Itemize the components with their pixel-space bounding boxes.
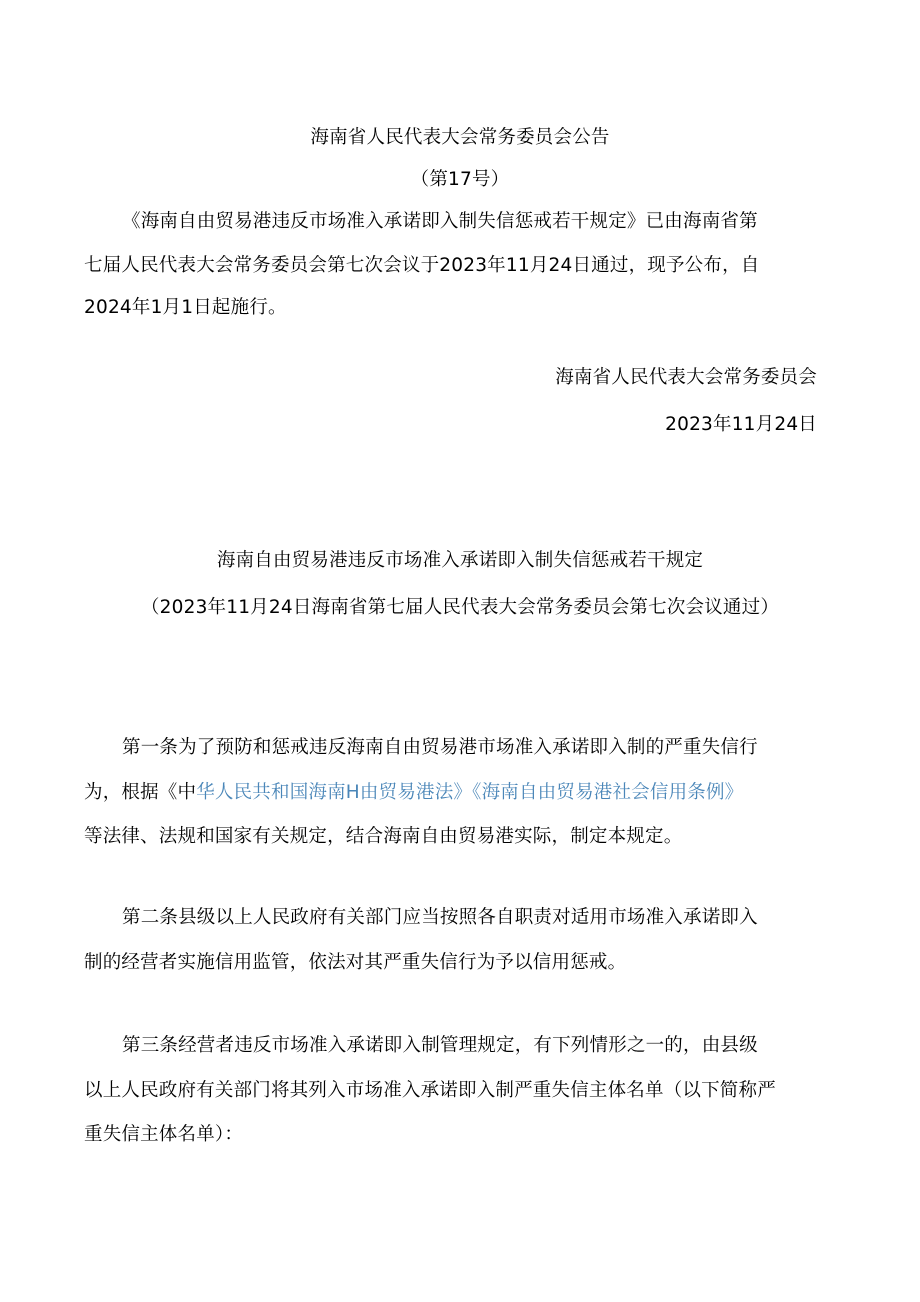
article-3-line: 第三条经营者违反市场准入承诺即入制管理规定，有下列情形之一的，由县级 (122, 1035, 758, 1056)
announcement-issuer: 海南省人民代表大会常务委员会 (555, 367, 817, 388)
article-2-line: 制的经营者实施信用监管，依法对其严重失信行为予以信用惩戒。 (84, 952, 627, 973)
law-link[interactable]: 华人民共和国海南H由贸易港法》 (196, 782, 473, 803)
article-3-line: 重失信主体名单）： (84, 1124, 244, 1145)
regulation-subtitle: （2023年11月24日海南省第七届人民代表大会常务委员会第七次会议通过） (140, 597, 780, 618)
regulation-link[interactable]: 《海南自由贸易港社会信用条例》 (472, 782, 744, 803)
article-2-line: 第二条县级以上人民政府有关部门应当按照各自职责对适用市场准入承诺即入 (122, 907, 758, 928)
regulation-title: 海南自由贸易港违反市场准入承诺即入制失信惩戒若干规定 (216, 550, 704, 571)
announcement-body-line: 七届人民代表大会常务委员会第七次会议于2023年11月24日通过，现予公布，自 (84, 255, 760, 276)
article-1-text: 为，根据《中 (84, 782, 197, 803)
announcement-number: （第17号） (410, 169, 510, 190)
article-1-line (84, 781, 743, 805)
article-1-line: 等法律、法规和国家有关规定，结合海南自由贸易港实际，制定本规定。 (84, 826, 683, 847)
article-3-line: 以上人民政府有关部门将其列入市场准入承诺即入制严重失信主体名单（以下简称严 (84, 1080, 776, 1101)
article-1-line: 第一条为了预防和惩戒违反海南自由贸易港市场准入承诺即入制的严重失信行 (122, 737, 758, 758)
announcement-title: 海南省人民代表大会常务委员会公告 (310, 127, 610, 148)
announcement-date: 2023年11月24日 (665, 414, 817, 435)
announcement-body-line: 2024年1月1日起施行。 (84, 297, 287, 318)
announcement-body-line: 《海南自由贸易港违反市场准入承诺即入制失信惩戒若干规定》已由海南省第 (122, 211, 758, 232)
